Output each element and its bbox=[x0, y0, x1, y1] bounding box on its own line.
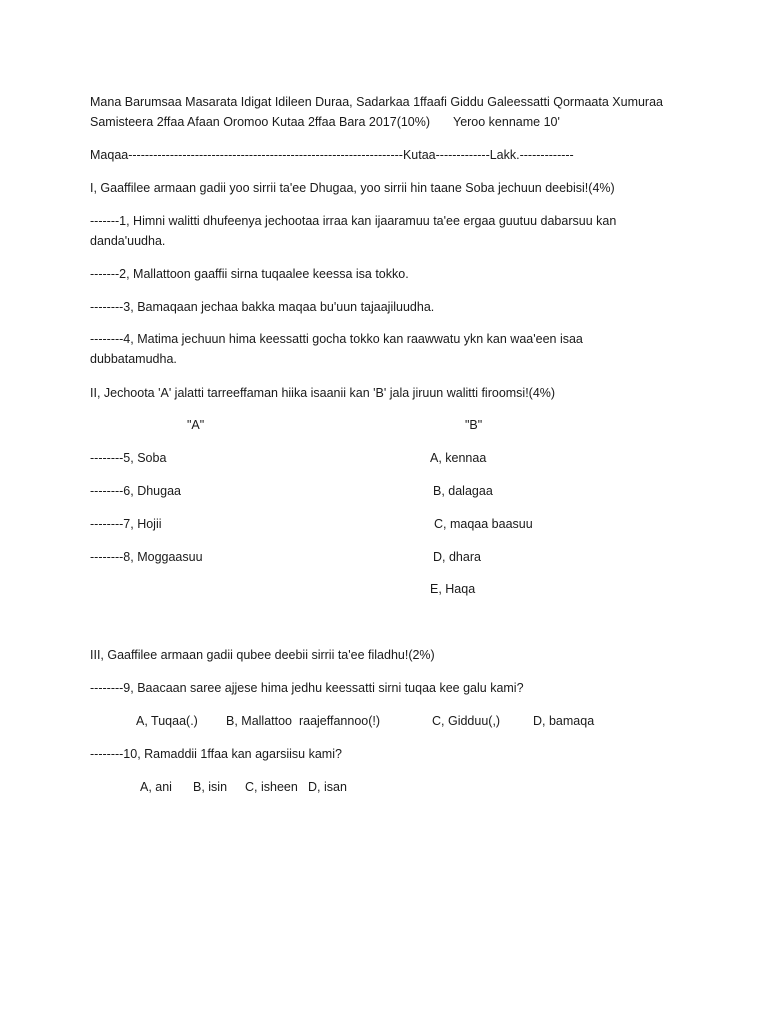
header-line-2-left: Samisteera 2ffaa Afaan Oromoo Kutaa 2ffaa Bara 2017(10%) bbox=[90, 115, 431, 129]
header-time-allowed: Yeroo kenname 10' bbox=[453, 115, 560, 129]
question-2: -------2, Mallattoon gaaffii sirna tuqaalee keessa isa tokko. bbox=[90, 267, 409, 281]
q9-option-b: B, Mallattoo raajeffannoo(!) bbox=[226, 714, 381, 728]
question-4: --------4, Matima jechuun hima keessatti gocha tokko kan raawwatu ykn kan waa'een isaa dubbatamudha. bbox=[90, 332, 583, 366]
q10-option-c: C, isheen bbox=[245, 780, 298, 794]
section-1-instruction: I, Gaaffilee armaan gadii yoo sirrii ta'ee Dhugaa, yoo sirrii hin taane Soba jechuun deebisi!(4%) bbox=[90, 181, 615, 195]
question-9: --------9, Baacaan saree ajjese hima jedhu keessatti sirni tuqaa kee galu kami? bbox=[90, 681, 524, 695]
question-10: --------10, Ramaddii 1ffaa kan agarsiisu kami? bbox=[90, 747, 342, 761]
name-class-number-line: Maqaa------------------------------------------------------------------Kutaa-------------Lakk.------------- bbox=[90, 148, 574, 162]
match-item-5: --------5, Soba bbox=[90, 451, 167, 465]
match-item-6: --------6, Dhugaa bbox=[90, 484, 181, 498]
section-2-instruction: II, Jechoota 'A' jalatti tarreeffaman hiika isaanii kan 'B' jala jiruun walitti firoomsi!(4%) bbox=[90, 386, 556, 400]
q10-option-a: A, ani bbox=[140, 780, 172, 794]
question-1: -------1, Himni walitti dhufeenya jechootaa irraa kan ijaaramuu ta'ee ergaa guutuu dabarsuu kan danda'uudha. bbox=[90, 214, 617, 248]
q10-option-b: B, isin bbox=[193, 780, 228, 794]
match-option-c: C, maqaa baasuu bbox=[434, 517, 533, 531]
q9-option-d: D, bamaqa bbox=[533, 714, 595, 728]
match-option-d: D, dhara bbox=[433, 550, 481, 564]
section-3-instruction: III, Gaaffilee armaan gadii qubee deebii sirrii ta'ee filadhu!(2%) bbox=[90, 648, 435, 662]
match-option-b: B, dalagaa bbox=[433, 484, 493, 498]
q10-option-d: D, isan bbox=[308, 780, 347, 794]
column-a-header: "A" bbox=[187, 418, 205, 432]
question-3: --------3, Bamaqaan jechaa bakka maqaa bu'uun tajaajiluudha. bbox=[90, 300, 435, 314]
q9-option-a: A, Tuqaa(.) bbox=[136, 714, 198, 728]
header-line-1: Mana Barumsaa Masarata Idigat Idileen Duraa, Sadarkaa 1ffaafi Giddu Galeessatti Qormaata Xumuraa bbox=[90, 95, 663, 109]
column-b-header: "B" bbox=[465, 418, 483, 432]
match-option-e: E, Haqa bbox=[430, 582, 476, 596]
q9-option-c: C, Gidduu(,) bbox=[432, 714, 501, 728]
match-option-a: A, kennaa bbox=[430, 451, 487, 465]
match-item-8: --------8, Moggaasuu bbox=[90, 550, 203, 564]
match-item-7: --------7, Hojii bbox=[90, 517, 162, 531]
